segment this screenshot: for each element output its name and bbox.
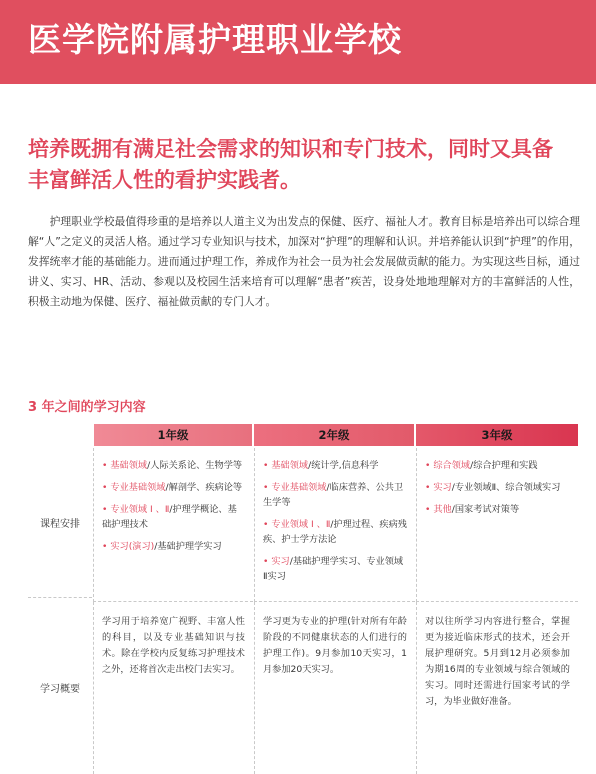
headline: 培养既拥有满足社会需求的知识和专门技术，同时又具备丰富鲜活人性的看护实践者。: [28, 137, 553, 192]
course-item: • 专业基础领域/临床营养、公共卫生学等: [263, 482, 404, 508]
course-item: • 实习(演习)/基础护理学实习: [102, 541, 222, 552]
courses-cell-year3: [416, 448, 578, 602]
course-item: • 专业领域 Ⅰ 、Ⅱ/护理过程、疾病残疾、护士学方法论: [263, 519, 407, 545]
course-item: • 专业领域 Ⅰ 、Ⅱ/护理学概论、基础护理技术: [102, 504, 237, 530]
course-item: • 实习/专业领域Ⅱ、综合领域实习: [425, 482, 561, 493]
summary-text: 学习更为专业的护理(针对所有年龄阶段的不同健康状态的人们进行的护理工作)。9月参加10天实习，1月参加20天实习。: [263, 616, 407, 675]
header-banner: [0, 0, 596, 84]
year-header-1: 1年级: [94, 424, 252, 446]
courses-cell-year1: [93, 448, 253, 602]
course-item: • 基础领域/人际关系论、生物学等: [102, 460, 243, 471]
row-label-courses: 课程安排: [28, 448, 92, 598]
course-item: • 基础领域/统计学,信息科学: [263, 460, 379, 471]
summary-cell-year3: [416, 602, 578, 774]
curriculum-table: [28, 424, 578, 774]
course-item: • 实习/基础护理学实习、专业领域Ⅱ实习: [263, 556, 404, 582]
section-title: 3 年之间的学习内容: [28, 400, 146, 415]
course-item: • 其他/国家考试对策等: [425, 504, 520, 515]
courses-cell-year2: [254, 448, 415, 602]
row-label-summary: 学习概要: [40, 683, 80, 695]
year-header-2: 2年级: [254, 424, 414, 446]
year-header-3: 3年级: [416, 424, 578, 446]
summary-cell-year2: [254, 602, 415, 774]
course-item: • 综合领域/综合护理和实践: [425, 460, 538, 471]
page-title: 医学院附属护理职业学校: [28, 20, 402, 59]
summary-text: 学习用于培养宽广视野、丰富人性的科目，以及专业基础知识与技术。除在学校内反复练习护理技术之外，还将首次走出校门去实习。: [102, 616, 245, 675]
course-item: • 专业基础领域/解剖学、疾病论等: [102, 482, 243, 493]
summary-cell-year1: [93, 602, 253, 774]
summary-text: 对以往所学习内容进行整合，掌握更为接近临床形式的技术，还会开展护理研究。5月到12月必须参加为期16周的专业领域与综合领域的实习。同时还需进行国家考试的学习，为毕业做好准备。: [425, 616, 570, 707]
intro-paragraph: 护理职业学校最值得珍重的是培养以人道主义为出发点的保健、医疗、福祉人才。教育目标是培养出可以综合理解“人”之定义的灵活人格。通过学习专业知识与技术，加深对“护理”的理解和认识。并培养能认识到“护理”的作用，发挥统率才能的基础能力。进而通过护理工作，养成作为社会一员为社会发展做贡献的能力。为实现这些目标，通过讲义、实习、HR、活动、参观以及校园生活来培育可以理解“患者”疾苦，设身处地地理解对方的丰富鲜活的人性，积极主动地为保健、医疗、福祉做贡献的专门人才。: [28, 215, 580, 308]
